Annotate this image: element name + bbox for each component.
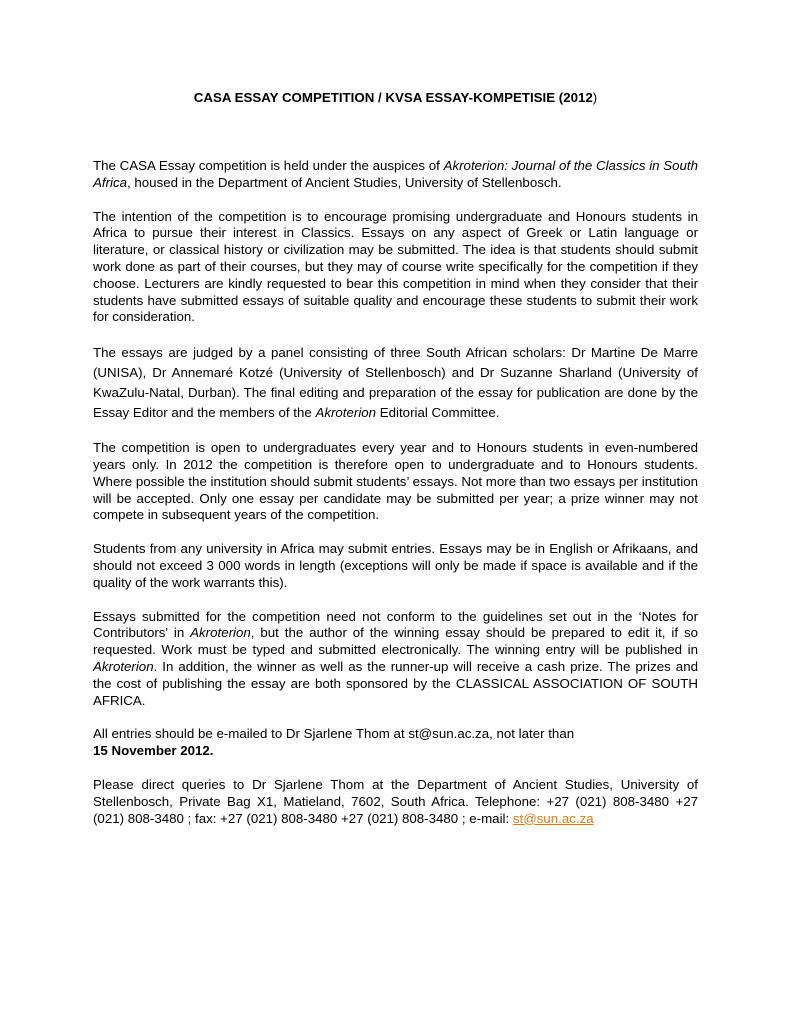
- guidelines-text-c: . In addition, the winner as well as the runner-up will receive a cash prize. The prizes and the cost of publishing the essay are both sponsored by the CLASSICAL ASSOCIATION OF SOUTH AFRICA.: [93, 658, 698, 708]
- queries-text: Please direct queries to Dr Sjarlene Thom at the Department of Ancient Studies, University of Stellenbosch, Private Bag X1, Matieland, 7602, South Africa. Telephone: +27 (021) 808-3480 +27 (021) 808-3480 ; fax: +27 (021) 808-3480 +27 (021) 808-3480 ; e-mail:: [93, 776, 698, 826]
- intention-paragraph: The intention of the competition is to encourage promising undergraduate and Honours students in Africa to pursue their interest in Classics. Essays on any aspect of Greek or Latin language or literature, or classical history or civilization may be submitted. The idea is that students should submit work done as part of their courses, but they may of course write specifically for the competition if they choose. Lecturers are kindly requested to bear this competition in mind when they consider that their students have submitted essays of suitable quality and encourage these students to submit their work for consideration.: [93, 208, 698, 325]
- queries-paragraph: [93, 777, 698, 827]
- journal-name: Akroterion: [315, 405, 377, 421]
- submission-text: All entries should be e-mailed to Dr Sjarlene Thom at st@sun.ac.za, not later than: [93, 726, 575, 742]
- intro-text-a: The CASA Essay competition is held under the auspices of: [93, 158, 444, 173]
- deadline-date: 15 November 2012.: [93, 743, 214, 759]
- submission-paragraph: [93, 726, 698, 760]
- page-title: [93, 89, 698, 106]
- intro-paragraph: [93, 158, 698, 192]
- journal-name: Akroterion: [93, 658, 154, 674]
- guidelines-paragraph: [93, 609, 698, 710]
- journal-name: Akroterion: [190, 625, 251, 641]
- judges-text-a: The essays are judged by a panel consisting of three South African scholars: Dr Martine De Marre (UNISA), Dr Annemaré Kotzé (University of Stellenbosch) and Dr Suzanne Sharland (University of KwaZulu-Natal, Durban). The final editing and preparation of the essay for publication are done by the Essay Editor and the members of the: [93, 345, 698, 421]
- guidelines-text-a: Essays submitted for the competition need not conform to the guidelines set out in the ‘Notes for Contributors' in: [93, 608, 698, 641]
- judges-text-b: Editorial Committee.: [376, 405, 500, 421]
- title-paren: ): [592, 90, 598, 105]
- entries-paragraph: Students from any university in Africa may submit entries. Essays may be in English or Afrikaans, and should not exceed 3 000 words in length (exceptions will only be made if space is available and if the quality of the work warrants this).: [93, 541, 698, 590]
- judges-paragraph: [93, 343, 698, 423]
- email-link[interactable]: st@sun.ac.za: [512, 810, 594, 826]
- eligibility-paragraph: The competition is open to undergraduates every year and to Honours students in even-numbered years only. In 2012 the competition is therefore open to undergraduate and to Honours students. Where possible the institution should submit students’ essays. Not more than two essays per institution will be accepted. Only one essay per candidate may be submitted per year; a prize winner may not compete in subsequent years of the competition.: [93, 440, 698, 523]
- guidelines-text-b: , but the author of the winning essay should be prepared to edit it, if so requested. Work must be typed and submitted electronically. The winning entry will be published in: [93, 625, 699, 658]
- journal-name: Akroterion: Journal of the Classics in South Africa: [93, 158, 699, 190]
- intro-text-b: , housed in the Department of Ancient Studies, University of Stellenbosch.: [127, 174, 562, 190]
- title-main: CASA ESSAY COMPETITION / KVSA ESSAY-KOMPETISIE (2012: [193, 90, 593, 105]
